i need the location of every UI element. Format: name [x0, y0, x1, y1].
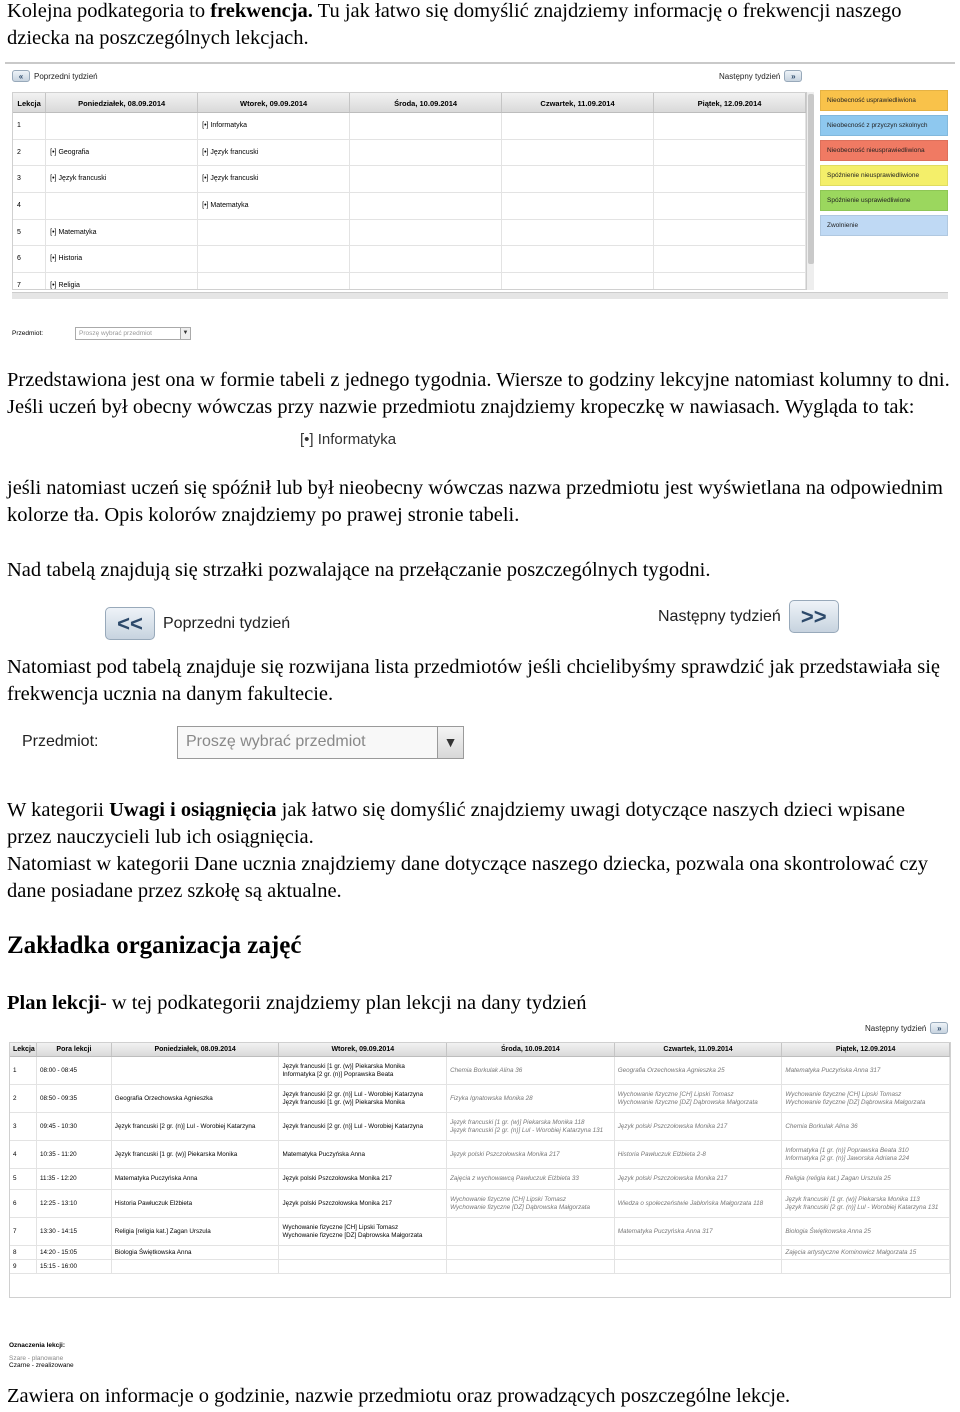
- attendance-cell: [654, 166, 806, 192]
- lesson-number: 7: [13, 273, 46, 290]
- lesson-legend-title: Oznaczenia lekcji:: [9, 1342, 65, 1349]
- plan-lesson-time: 11:35 - 12:20: [37, 1169, 112, 1189]
- attendance-cell: [•] Informatyka: [198, 113, 350, 139]
- plan-cell: [112, 1057, 280, 1084]
- attendance-cell: [350, 166, 502, 192]
- paragraph-table-description: Przedstawiona jest ona w formie tabeli z jednego tygodnia. Wiersze to godziny lekcyjne natomiast kolumny to dni. Jeśli uczeń był obecny wówczas przy nazwie przedmiotu znajdziemy kropeczkę w nawiasach. Wygląda to tak:: [7, 369, 950, 418]
- plan-cell: Chemia Borkulak Alina 36: [447, 1057, 615, 1084]
- plan-row: [10, 1141, 950, 1169]
- double-right-arrow-icon: »: [784, 70, 802, 82]
- plan-cell: Język francuski [1 gr. (w)] Piekarska Monika Informatyka [2 gr. (n)] Poprawska Beata: [279, 1057, 447, 1084]
- attendance-cell: [•] Język francuski: [46, 166, 198, 192]
- remarks-rest: jak łatwo się domyślić znajdziemy uwagi dotyczące naszych dzieci wpisane przez nauczycieli lub ich osiągnięcia.: [7, 799, 905, 848]
- plan-cell: Język polski Pszczołowska Monika 217: [615, 1169, 783, 1189]
- attendance-column-header: Lekcja: [13, 93, 46, 112]
- attendance-column-header: Poniedziałek, 08.09.2014: [46, 93, 198, 112]
- subject-label: Przedmiot:: [22, 733, 99, 750]
- double-right-arrow-icon: >>: [789, 600, 839, 633]
- plan-row: [10, 1218, 950, 1246]
- legend-item: Nieobecność nieusprawiedliwiona: [820, 140, 948, 161]
- plan-cell: [615, 1246, 783, 1259]
- plan-cell: Historia Pawłuczuk Elżbieta 2-8: [615, 1141, 783, 1168]
- plan-lesson-number: 6: [10, 1190, 37, 1217]
- attendance-legend: [820, 90, 948, 240]
- plan-row: [10, 1085, 950, 1113]
- plan-lesson-time: 08:50 - 09:35: [37, 1085, 112, 1112]
- section-heading: Zakładka organizacja zajęć: [7, 932, 302, 959]
- attendance-cell: [502, 140, 654, 166]
- plan-cell: Matematyka Puczyńska Anna 317: [782, 1057, 950, 1084]
- prev-week-button-small[interactable]: [12, 70, 98, 82]
- plan-cell: Fizyka Ignatowska Monika 28: [447, 1085, 615, 1112]
- plan-cell: Język francuski [2 gr. (n)] Lul - Worobiej Katarzyna Język francuski [1 gr. (w)] Piekarska Monika: [279, 1085, 447, 1112]
- plan-column-header: Poniedziałek, 08.09.2014: [112, 1043, 280, 1056]
- attendance-cell: [654, 113, 806, 139]
- attendance-cell: [•] Matematyka: [198, 193, 350, 219]
- plan-cell: Biologia Świętkowska Anna 25: [782, 1218, 950, 1245]
- vertical-scrollbar[interactable]: [806, 92, 814, 290]
- subject-label-small: Przedmiot:: [12, 330, 44, 337]
- attendance-cell: [•] Matematyka: [46, 220, 198, 246]
- plan-lesson-time: 13:30 - 14:15: [37, 1218, 112, 1245]
- attendance-cell: [350, 113, 502, 139]
- plan-cell: Język polski Pszczołowska Monika 217: [615, 1113, 783, 1140]
- dropdown-arrow-icon: ▼: [180, 328, 190, 339]
- plan-cell: Język francuski [1 gr. (w)] Piekarska Monika: [112, 1141, 280, 1168]
- attendance-column-header: Środa, 10.09.2014: [350, 93, 502, 112]
- paragraph-colors: jeśli natomiast uczeń się spóźnił lub był nieobecny wówczas nazwa przedmiotu jest wyświetlana na odpowiednim kolorze tła. Opis kolorów znajdziemy po prawej stronie tabeli.: [7, 477, 943, 526]
- subject-placeholder: Proszę wybrać przedmiot: [186, 733, 366, 750]
- closing-paragraph: Zawiera on informacje o godzinie, nazwie przedmiotu oraz prowadzących poszczególne lekcje.: [7, 1385, 791, 1407]
- plan-lesson-number: 7: [10, 1218, 37, 1245]
- legend-item: Spóźnienie usprawiedliwione: [820, 190, 948, 211]
- attendance-column-header: Czwartek, 11.09.2014: [502, 93, 654, 112]
- attendance-cell: [350, 246, 502, 272]
- plan-cell: Informatyka [1 gr. (n)] Poprawska Beata 310 Informatyka [2 gr. (n)] Jaworska Adriana 224: [782, 1141, 950, 1168]
- subject-placeholder-small: Proszę wybrać przedmiot: [79, 330, 152, 337]
- plan-row: [10, 1246, 950, 1260]
- plan-intro: [7, 990, 952, 1017]
- informatyka-example: [•] Informatyka: [300, 431, 397, 448]
- attendance-cell: [654, 140, 806, 166]
- plan-row: [10, 1057, 950, 1085]
- plan-cell: Wychowanie fizyczne [CH] Lipski Tomasz Wychowanie fizyczne [DZ] Dąbrowska Małgorzata: [447, 1190, 615, 1217]
- plan-cell: [279, 1246, 447, 1259]
- plan-cell: Język francuski [1 gr. (w)] Piekarska Monika 118 Język francuski [2 gr. (n)] Lul - Worobiej Katarzyna 131: [447, 1113, 615, 1140]
- plan-row: [10, 1169, 950, 1190]
- plan-lesson-number: 4: [10, 1141, 37, 1168]
- remarks-prefix: W kategorii: [7, 799, 110, 821]
- plan-lesson-time: 08:00 - 08:45: [37, 1057, 112, 1084]
- plan-lesson-number: 2: [10, 1085, 37, 1112]
- attendance-cell: [46, 193, 198, 219]
- lesson-number: 2: [13, 140, 46, 166]
- plan-cell: Język francuski [2 gr. (n)] Lul - Worobiej Katarzyna: [279, 1113, 447, 1140]
- plan-cell: Religia (religia kat.) Zagan Urszula 25: [782, 1169, 950, 1189]
- next-week-button[interactable]: [658, 600, 839, 633]
- legend-item: Nieobecność z przyczyn szkolnych: [820, 115, 948, 136]
- plan-cell: Zajęcia z wychowawcą Pawłuczuk Elżbieta 33: [447, 1169, 615, 1189]
- double-left-arrow-icon: <<: [105, 607, 155, 640]
- prev-week-button[interactable]: [105, 607, 290, 640]
- attendance-cell: [350, 220, 502, 246]
- plan-next-week-button[interactable]: [865, 1022, 948, 1034]
- legend-item: Zwolnienie: [820, 215, 948, 236]
- plan-cell: Matematyka Puczyńska Anna: [279, 1141, 447, 1168]
- plan-column-header: Piątek, 12.09.2014: [782, 1043, 950, 1056]
- plan-lesson-time: 09:45 - 10:30: [37, 1113, 112, 1140]
- plan-cell: Geografia Orzechowska Agnieszka 25: [615, 1057, 783, 1084]
- lesson-number: 3: [13, 166, 46, 192]
- plan-cell: Historia Pawłuczuk Elżbieta: [112, 1190, 280, 1217]
- attendance-cell: [350, 140, 502, 166]
- plan-cell: Język francuski [2 gr. (n)] Lul - Worobiej Katarzyna: [112, 1113, 280, 1140]
- attendance-cell: [502, 220, 654, 246]
- plan-lesson-number: 1: [10, 1057, 37, 1084]
- scrollbar-thumb[interactable]: [808, 94, 814, 264]
- attendance-row: [13, 140, 806, 167]
- attendance-cell: [198, 273, 350, 290]
- plan-row: [10, 1190, 950, 1218]
- attendance-cell: [350, 273, 502, 290]
- attendance-cell: [198, 220, 350, 246]
- plan-lesson-time: 14:20 - 15:05: [37, 1246, 112, 1259]
- attendance-cell: [654, 246, 806, 272]
- horizontal-scrollbar[interactable]: [12, 292, 948, 299]
- attendance-cell: [•] Język francuski: [198, 140, 350, 166]
- attendance-row: [13, 273, 806, 290]
- plan-lesson-number: 8: [10, 1246, 37, 1259]
- plan-cell: Biologia Świętkowska Anna: [112, 1246, 280, 1259]
- plan-cell: Wychowanie fizyczne [CH] Lipski Tomasz Wychowanie fizyczne [DZ] Dąbrowska Małgorzata: [615, 1085, 783, 1112]
- plan-next-week-label: Następny tydzień: [865, 1023, 927, 1033]
- remarks-bold-term: Uwagi i osiągnięcia: [109, 799, 277, 821]
- plan-cell: Wychowanie fizyczne [CH] Lipski Tomasz Wychowanie fizyczne [DZ] Dąbrowska Małgorzata: [782, 1085, 950, 1112]
- attendance-row: [13, 113, 806, 140]
- legend-item: Nieobecność usprawiedliwiona: [820, 90, 948, 111]
- plan-lesson-time: 10:35 - 11:20: [37, 1141, 112, 1168]
- next-week-label: Następny tydzień: [719, 71, 781, 81]
- plan-cell: [279, 1260, 447, 1273]
- plan-cell: Wychowanie fizyczne [CH] Lipski Tomasz Wychowanie fizyczne [DZ] Dąbrowska Małgorzata: [279, 1218, 447, 1245]
- double-right-arrow-icon: »: [930, 1022, 948, 1034]
- lesson-legend: [9, 1342, 74, 1369]
- plan-column-header: Środa, 10.09.2014: [447, 1043, 615, 1056]
- plan-column-header: Pora lekcji: [37, 1043, 112, 1056]
- attendance-row: [13, 166, 806, 193]
- plan-cell: [112, 1260, 280, 1273]
- plan-lesson-number: 5: [10, 1169, 37, 1189]
- next-week-button-small[interactable]: [719, 70, 802, 82]
- plan-cell: [447, 1246, 615, 1259]
- plan-intro-bold: Plan lekcji: [7, 992, 100, 1014]
- attendance-cell: [•] Geografia: [46, 140, 198, 166]
- attendance-cell: [502, 113, 654, 139]
- plan-column-header: Czwartek, 11.09.2014: [615, 1043, 783, 1056]
- attendance-column-header: Piątek, 12.09.2014: [654, 93, 806, 112]
- plan-cell: Język polski Pszczołowska Monika 217: [279, 1190, 447, 1217]
- attendance-table: [12, 92, 807, 290]
- plan-cell: Wiedza o społeczeństwie Jabłońska Małgorzata 118: [615, 1190, 783, 1217]
- attendance-row: [13, 220, 806, 247]
- plan-column-header: Lekcja: [10, 1043, 37, 1056]
- lesson-plan-header-row: [10, 1043, 950, 1057]
- plan-column-header: Wtorek, 09.09.2014: [279, 1043, 447, 1056]
- plan-cell: Matematyka Puczyńska Anna: [112, 1169, 280, 1189]
- plan-cell: [447, 1260, 615, 1273]
- plan-cell: Religia [religia kat.] Zagan Urszula: [112, 1218, 280, 1245]
- attendance-cell: [502, 166, 654, 192]
- lesson-plan-screenshot: [5, 1016, 955, 1382]
- paragraph-arrows: Nad tabelą znajdują się strzałki pozwalające na przełączanie poszczególnych tygodni.: [7, 559, 711, 581]
- attendance-cell: [•] Historia: [46, 246, 198, 272]
- lesson-number: 1: [13, 113, 46, 139]
- plan-cell: [615, 1260, 783, 1273]
- attendance-cell: [654, 273, 806, 290]
- lesson-plan-table: [9, 1042, 951, 1298]
- plan-cell: [782, 1260, 950, 1273]
- prev-week-label: Poprzedni tydzień: [34, 71, 98, 81]
- attendance-screenshot: [5, 62, 955, 350]
- attendance-cell: [46, 113, 198, 139]
- intro-rest: Tu jak łatwo się domyślić znajdziemy informację o frekwencji naszego dziecka na poszczególnych lekcjach.: [7, 0, 902, 49]
- attendance-row: [13, 193, 806, 220]
- attendance-column-header: Wtorek, 09.09.2014: [198, 93, 350, 112]
- attendance-cell: [•] Język francuski: [198, 166, 350, 192]
- plan-cell: Język polski Pszczołowska Monika 217: [447, 1141, 615, 1168]
- plan-cell: Geografia Orzechowska Agnieszka: [112, 1085, 280, 1112]
- subject-select[interactable]: [177, 726, 464, 759]
- attendance-cell: [654, 193, 806, 219]
- plan-cell: Język polski Pszczołowska Monika 217: [279, 1169, 447, 1189]
- attendance-cell: [502, 246, 654, 272]
- attendance-cell: [•] Religia: [46, 273, 198, 290]
- attendance-header-row: [13, 93, 806, 113]
- attendance-row: [13, 246, 806, 273]
- lesson-number: 4: [13, 193, 46, 219]
- attendance-cell: [502, 193, 654, 219]
- legend-item: Spóźnienie nieusprawiedliwione: [820, 165, 948, 186]
- intro-bold-term: frekwencja.: [210, 0, 313, 22]
- attendance-cell: [654, 220, 806, 246]
- plan-cell: [447, 1218, 615, 1245]
- attendance-cell: [198, 246, 350, 272]
- plan-lesson-number: 3: [10, 1113, 37, 1140]
- paragraph-student-data: Natomiast w kategorii Dane ucznia znajdziemy dane dotyczące naszego dziecka, pozwala ona skontrolować czy dane posiadane przez szkołę są aktualne.: [7, 853, 928, 902]
- next-week-text: Następny tydzień: [658, 607, 781, 625]
- intro-prefix: Kolejna podkategoria to: [7, 0, 211, 22]
- plan-cell: Matematyka Puczyńska Anna 317: [615, 1218, 783, 1245]
- lesson-number: 5: [13, 220, 46, 246]
- plan-lesson-time: 15:15 - 16:00: [37, 1260, 112, 1273]
- plan-row: [10, 1260, 950, 1274]
- chevron-down-icon: ▼: [437, 727, 463, 758]
- lesson-legend-planned: Szare - planowane: [9, 1355, 64, 1362]
- subject-select-small[interactable]: [75, 327, 191, 340]
- lesson-number: 6: [13, 246, 46, 272]
- plan-lesson-number: 9: [10, 1260, 37, 1273]
- plan-lesson-time: 12:25 - 13:10: [37, 1190, 112, 1217]
- plan-cell: Język francuski [1 gr. (w)] Piekarska Monika 113 Język francuski [2 gr. (n)] Lul - Worobiej Katarzyna 131: [782, 1190, 950, 1217]
- plan-cell: Chemia Borkulak Alina 36: [782, 1113, 950, 1140]
- plan-row: [10, 1113, 950, 1141]
- double-left-arrow-icon: «: [12, 70, 30, 82]
- plan-intro-rest: - w tej podkategorii znajdziemy plan lekcji na dany tydzień: [99, 992, 587, 1014]
- prev-week-text: Poprzedni tydzień: [163, 614, 291, 632]
- intro-paragraph: [7, 0, 952, 52]
- plan-cell: Zajęcia artystyczne Kominowicz Małgorzata 15: [782, 1246, 950, 1259]
- attendance-cell: [502, 273, 654, 290]
- paragraph-dropdown: Natomiast pod tabelą znajduje się rozwijana lista przedmiotów jeśli chcielibyśmy sprawdzić jak przedstawiała się frekwencja ucznia na danym fakultecie.: [7, 656, 941, 705]
- attendance-cell: [350, 193, 502, 219]
- lesson-legend-done: Czarne - zrealizowane: [9, 1362, 74, 1369]
- paragraph-remarks: [7, 797, 952, 851]
